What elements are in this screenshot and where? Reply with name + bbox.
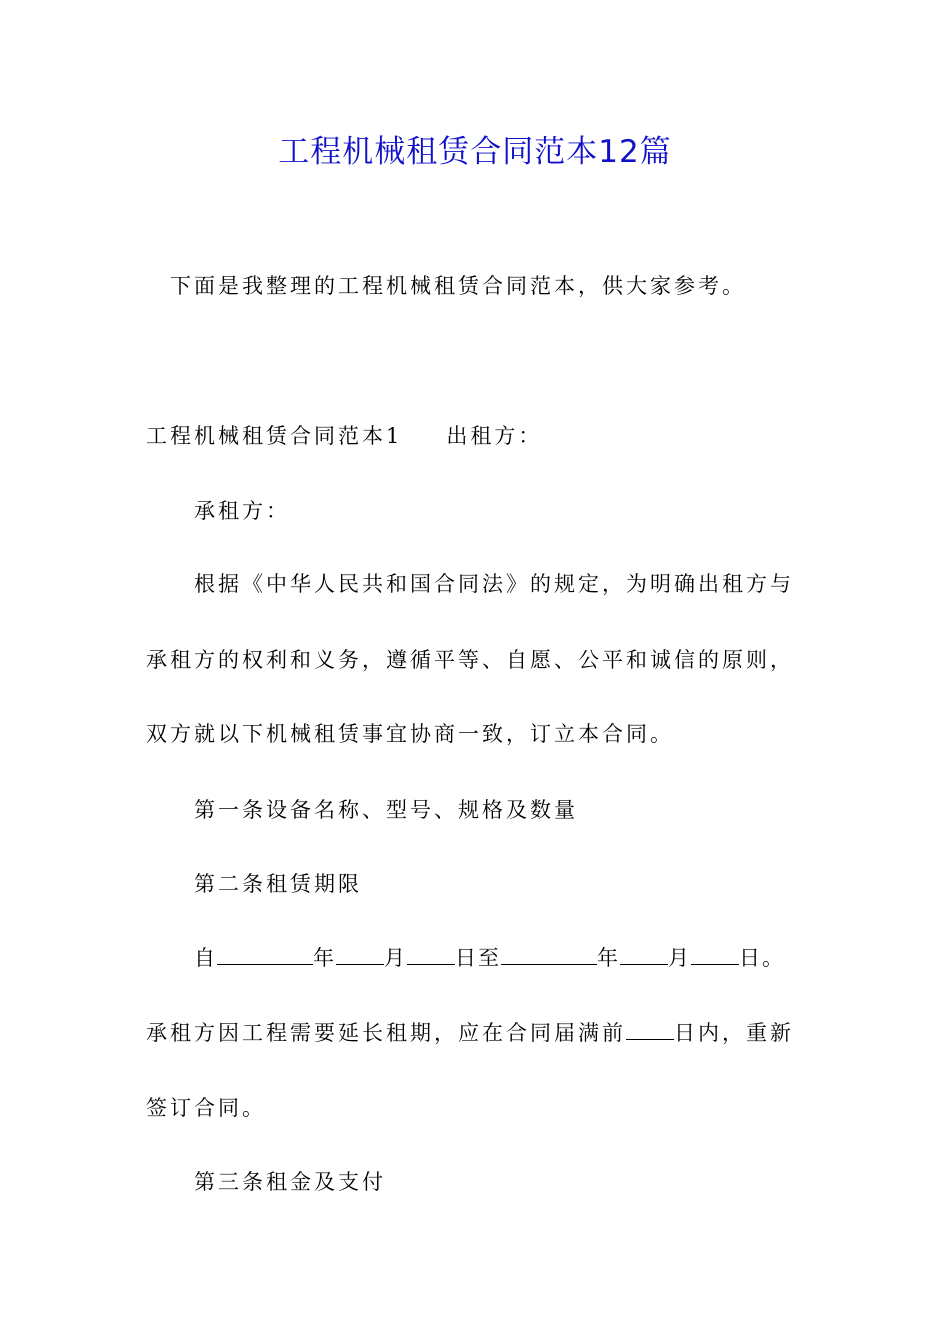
period-month2: 月 (668, 946, 691, 970)
paragraph1-line1: 根据《中华人民共和国合同法》的规定，为明确出租方与 (194, 572, 794, 596)
document-title: 工程机械租赁合同范本12篇 (278, 134, 672, 170)
period-from: 自 (194, 946, 217, 970)
article2-heading: 第二条租赁期限 (194, 872, 362, 896)
extension-line1 (146, 1017, 794, 1049)
paragraph1-line2: 承租方的权利和义务，遵循平等、自愿、公平和诚信的原则， (146, 648, 794, 672)
period-day1: 日至 (455, 946, 501, 970)
article3-heading: 第三条租金及支付 (194, 1170, 386, 1194)
section1-heading: 工程机械租赁合同范本1 (146, 424, 403, 448)
lessor-label: 出租方： (446, 424, 543, 448)
paragraph1-line3: 双方就以下机械租赁事宜协商一致，订立本合同。 (146, 722, 674, 746)
period-year1: 年 (313, 946, 336, 970)
blank-start-month (336, 942, 384, 965)
period-day2: 日。 (739, 946, 785, 970)
intro-text: 下面是我整理的工程机械租赁合同范本，供大家参考。 (170, 274, 746, 298)
blank-end-year (501, 942, 597, 965)
period-year2: 年 (597, 946, 620, 970)
extension-text-pre: 承租方因工程需要延长租期，应在合同届满前 (146, 1021, 626, 1045)
article1-heading: 第一条设备名称、型号、规格及数量 (194, 798, 578, 822)
period-month1: 月 (384, 946, 407, 970)
extension-text-post: 日内，重新 (674, 1021, 794, 1045)
extension-line2: 签订合同。 (146, 1096, 266, 1120)
blank-end-month (620, 942, 668, 965)
blank-start-day (407, 942, 455, 965)
blank-end-day (691, 942, 739, 965)
blank-start-year (217, 942, 313, 965)
section-heading-line (146, 420, 542, 452)
rental-period-line (194, 942, 785, 974)
lessee-label: 承租方： (194, 499, 290, 523)
blank-extension-days (626, 1017, 674, 1040)
